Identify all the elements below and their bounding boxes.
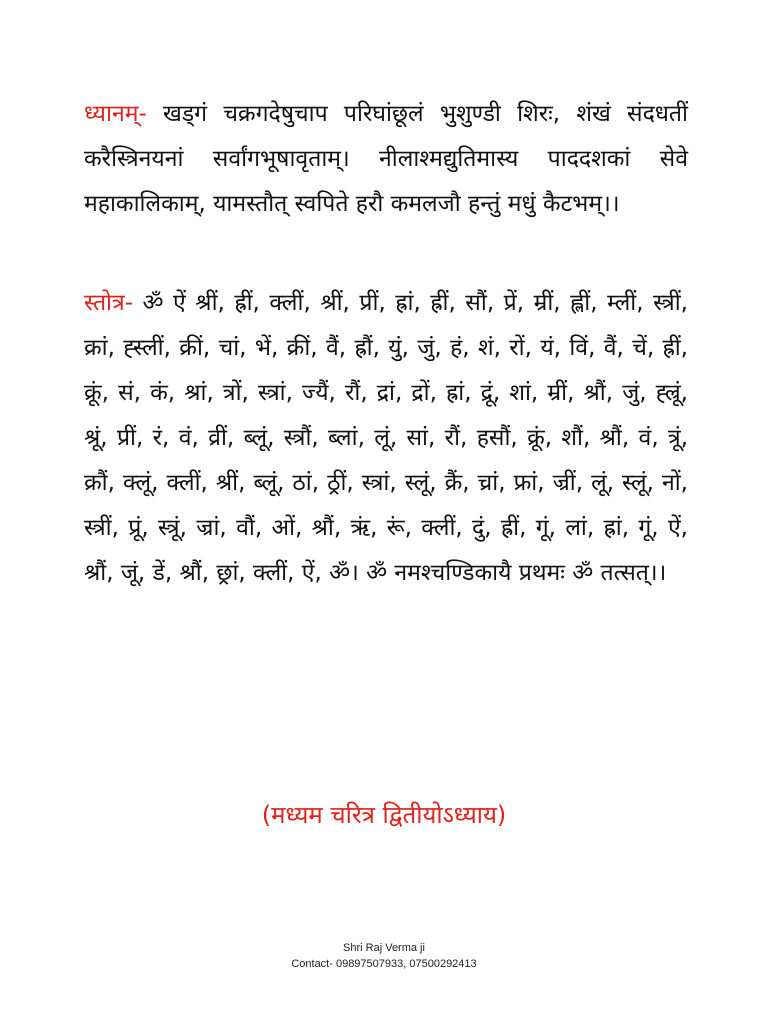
footer bbox=[0, 940, 768, 972]
footer-contact: Contact- 09897507933, 07500292413 bbox=[291, 958, 477, 970]
dhyanam-paragraph bbox=[84, 92, 688, 227]
dhyanam-label: ध्यानम्- bbox=[84, 101, 147, 127]
dhyanam-text: खड्गं चक्रगदेषुचाप परिघांछूलं भुशुण्डी शिरः, शंखं संदधतीं करैस्त्रिनयनां सर्वांगभूषावृताम्। नीलाश्मद्युतिमास्य पाददशकां सेवे महाकालिकाम्, यामस्तौत् स्वपिते हरौ कमलजौ हन्तुं मधुं कैटभम्।। bbox=[84, 101, 688, 217]
stotra-text: ॐ ऐं श्रीं, ह्रीं, क्लीं, श्रीं, प्रीं, ह्रां, ह्रीं, सौं, प्रें, म्रीं, ह्लीं, म्लीं, स्त्रीं, क्रां, ह्स्लीं, क्रीं, चां, भें, क्रीं, वैं, ह्रौं, युं, जुं, हं, शं, रों, यं, विं, वैं, चें, ह्रीं, क्रूं, सं, कं, श्रां, त्रों, स्त्रां, ज्यैं, रौं, द्रां, द्रों, ह्रां, द्रूं, शां, म्रीं, श्रौं, जुं, ह्ल्रूं, श्रूं, प्रीं, रं, वं, व्रीं, ब्लूं, स्त्रौं, ब्लां, लूं, सां, रौं, हसौं, क्रूं, शौं, श्रौं, वं, त्रूं, क्रौं, क्लूं, क्लीं, श्रीं, ब्लूं, ठां, ठ्रीं, स्त्रां, स्लूं, क्रैं, च्रां, फ्रां, ज्रीं, लूं, स्लूं, नों, स्त्रीं, प्रूं, स्त्रूं, ज्रां, वौं, ओं, श्रौं, ऋं, रूं, क्लीं, दुं, ह्रीं, गूं, लां, ह्रां, गूं, ऐं, श्रौं, जूं, डें, श्रौं, छ्रां, क्लीं, ऐं, ॐ। ॐ नमश्चण्डिकायै प्रथमः ॐ तत्सत्।। bbox=[84, 290, 688, 586]
stotra-paragraph bbox=[84, 281, 688, 596]
stotra-label: स्तोत्र- bbox=[84, 290, 134, 316]
chapter-heading: (मध्यम चरित्र द्वितीयोऽध्याय) bbox=[261, 801, 507, 829]
footer-name: Shri Raj Verma ji bbox=[343, 942, 425, 954]
